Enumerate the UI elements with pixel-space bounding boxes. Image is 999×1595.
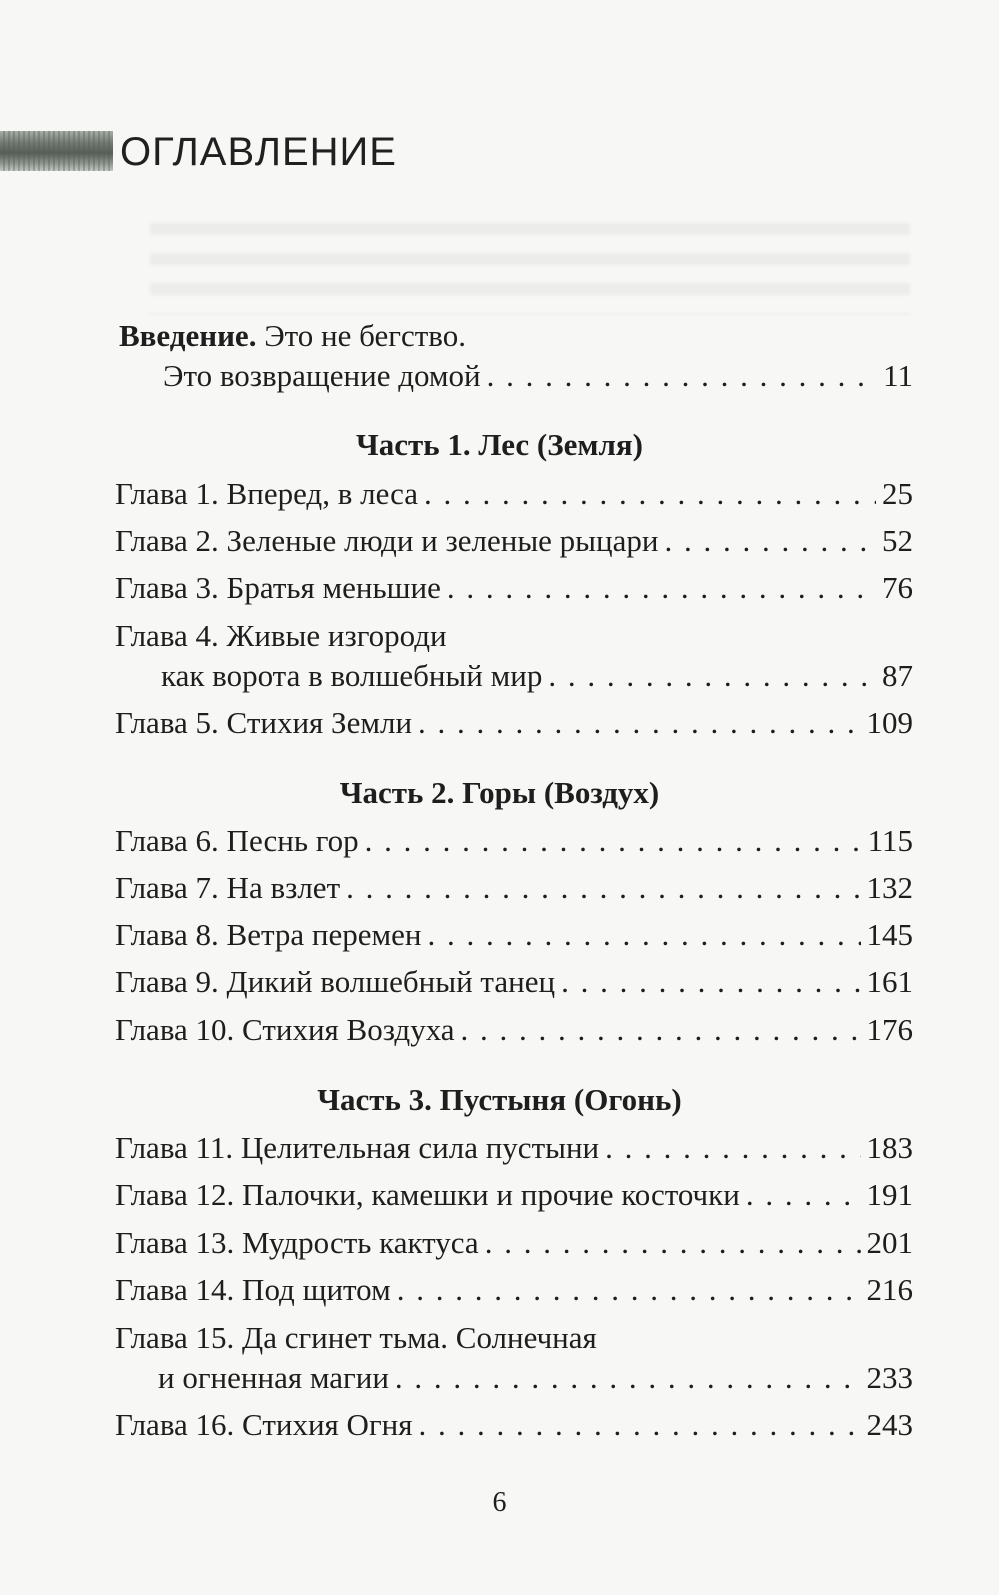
chapter-title: Глава 7. На взлет: [115, 870, 341, 905]
toc-entry: [158, 1358, 913, 1398]
toc-entry: [115, 703, 913, 743]
page-number: 183: [866, 1130, 913, 1165]
page-number: 52: [882, 523, 913, 558]
page-number: 191: [866, 1177, 913, 1212]
toc-entry: [115, 821, 913, 861]
page-number: 87: [882, 658, 913, 693]
leader-dots: [447, 568, 876, 599]
toc-entry: [161, 656, 913, 696]
chapter-title-continued: как ворота в волшебный мир: [161, 658, 543, 693]
intro-second-line: [163, 356, 913, 396]
leader-dots: [485, 1223, 861, 1254]
chapter-title: Глава 2. Зеленые люди и зеленые рыцари: [115, 523, 659, 558]
page-number: 76: [882, 570, 913, 605]
leader-dots: [746, 1175, 861, 1206]
toc-entry: [115, 915, 913, 955]
leader-dots: [424, 474, 876, 505]
page-folio-number: 6: [492, 1487, 507, 1518]
page-number: 201: [866, 1225, 913, 1260]
leader-dots: [395, 1358, 861, 1389]
toc-entry: [115, 1175, 913, 1215]
page-number: 132: [866, 870, 913, 905]
chapter-title: Глава 1. Вперед, в леса: [115, 476, 418, 511]
intro-first-line: [119, 316, 466, 356]
chapter-title: Глава 5. Стихия Земли: [115, 705, 413, 740]
toc-entry: [115, 962, 913, 1002]
leader-dots: [664, 521, 876, 552]
toc-entry-first-line: [115, 616, 447, 656]
page-number: 233: [866, 1360, 913, 1395]
leader-dots: [419, 1405, 861, 1436]
part-heading: Часть 1. Лес (Земля): [356, 427, 643, 462]
toc-heading: ОГЛАВЛЕНИЕ: [120, 130, 397, 174]
chapter-title-continued: и огненная магии: [158, 1360, 389, 1395]
page-number: 216: [866, 1272, 913, 1307]
chapter-title: Глава 9. Дикий волшебный танец: [115, 964, 556, 999]
toc-entry: [115, 521, 913, 561]
page-number: 25: [882, 476, 913, 511]
chapter-title: Глава 13. Мудрость кактуса: [115, 1225, 479, 1260]
intro-page-number: 11: [883, 358, 913, 393]
chapter-title: Глава 8. Ветра перемен: [115, 917, 422, 952]
toc-entry-first-line: [115, 1318, 597, 1358]
intro-label: Введение.: [119, 318, 257, 353]
chapter-title: Глава 11. Целительная сила пустыни: [115, 1130, 600, 1165]
chapter-title: Глава 6. Песнь гор: [115, 823, 359, 858]
toc-entry: [115, 868, 913, 908]
leader-dots: [346, 868, 860, 899]
leader-dots: [397, 1270, 861, 1301]
page-number: 176: [866, 1012, 913, 1047]
leader-dots: [461, 1010, 861, 1041]
brush-stroke-decoration: [0, 131, 113, 171]
leader-dots: [418, 703, 860, 734]
page-number: 115: [867, 823, 913, 858]
leader-dots: [548, 656, 876, 687]
leader-dots: [365, 821, 862, 852]
chapter-title: Глава 15. Да сгинет тьма. Солнечная: [115, 1320, 597, 1355]
toc-entry: [115, 1223, 913, 1263]
leader-dots: [605, 1128, 860, 1159]
page-number: 161: [866, 964, 913, 999]
page-number: 243: [866, 1407, 913, 1442]
toc-entry: [115, 474, 913, 514]
chapter-title: Глава 3. Братья меньшие: [115, 570, 441, 605]
toc-entry: [115, 1128, 913, 1168]
toc-entry: [115, 568, 913, 608]
chapter-title: Глава 10. Стихия Воздуха: [115, 1012, 455, 1047]
toc-entry: [115, 1405, 913, 1445]
bleed-through-shadow: [150, 205, 910, 315]
leader-dots: [428, 915, 861, 946]
chapter-title: Глава 4. Живые изгороди: [115, 618, 447, 653]
chapter-title: Глава 16. Стихия Огня: [115, 1407, 413, 1442]
chapter-title: Глава 14. Под щитом: [115, 1272, 391, 1307]
intro-title-line2: Это возвращение домой: [163, 358, 481, 393]
toc-entry: [115, 1270, 913, 1310]
part-heading: Часть 3. Пустыня (Огонь): [317, 1082, 682, 1117]
leader-dots: [487, 356, 878, 387]
page-number: 145: [866, 917, 913, 952]
leader-dots: [561, 962, 860, 993]
toc-entry: [115, 1010, 913, 1050]
chapter-title: Глава 12. Палочки, камешки и прочие косточки: [115, 1177, 740, 1212]
page-number: 109: [866, 705, 913, 740]
intro-title-line1: Это не бегство.: [264, 318, 466, 353]
part-heading: Часть 2. Горы (Воздух): [339, 775, 660, 810]
